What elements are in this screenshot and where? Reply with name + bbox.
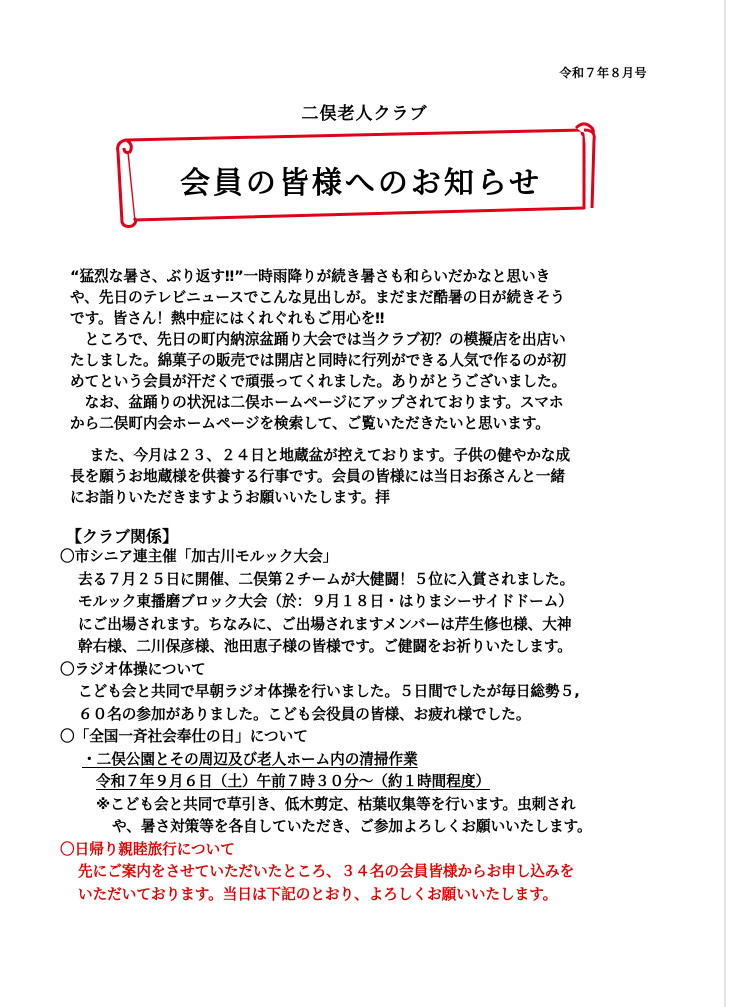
- intro-line: から二俣町内会ホームページを検索して、ご覧いただきたいと思います。: [70, 415, 550, 432]
- trip-line: 先にご案内をさせていただいたところ、３４名の会員皆様からお申し込みを: [78, 863, 575, 880]
- radio-line: ６０名の参加がありました。こども会役員の皆様、お疲れ様でした。: [78, 705, 531, 723]
- intro-line: なお、盆踊りの状況は二俣ホームページにアップされております。スマホ: [70, 394, 564, 411]
- club-section-heading: 【クラブ関係】: [66, 527, 179, 546]
- tournament-line: にご出場されます。ちなみに、ご出場されますメンバーは芹生修也様、大神: [78, 615, 572, 633]
- service-datetime: 令和７年９月６日（土）午前７時３０分～（約１時間程度）: [96, 773, 491, 790]
- club-section-body: [60, 546, 680, 906]
- tournament-title: 〇市シニア連主催「加古川モルック大会」: [60, 548, 338, 565]
- trip-line: いただいております。当日は下記のとおり、よろしくお願いいたします。: [78, 885, 558, 903]
- intro-line: たしました。綿菓子の販売では開店と同時に行列ができる人気で作るのが初: [70, 352, 567, 369]
- service-item: ・二俣公園とその周辺及び老人ホーム内の清掃作業: [82, 750, 418, 768]
- service-note: や、暑さ対策等を各自していただき、ご参加よろしくお願いいたします。: [112, 818, 592, 835]
- jizo-line: にお詣りいただきますようお願いいたします。拝: [70, 489, 390, 506]
- page-edge: [724, 0, 726, 1007]
- service-title: 〇「全国一斉社会奉仕の日」について: [60, 728, 308, 745]
- tournament-line: モルック東播磨ブロック大会（於：９月１８日・はりまシーサイドドーム）: [78, 593, 573, 610]
- intro-paragraph: [70, 266, 670, 434]
- radio-title: 〇ラジオ体操について: [60, 660, 206, 678]
- intro-line: や、先日のテレビニュースでこんな見出しが。まだまだ酷暑の日が続きそう: [70, 289, 565, 306]
- jizo-line: 長を願うお地蔵様を供養する行事です。会員の皆様には当日お孫さんと一緒: [70, 468, 566, 485]
- title-banner: [114, 122, 604, 230]
- issue-date: 令和７年８月号: [559, 66, 647, 80]
- intro-line: “猛烈な暑さ、ぶり返す‼”一時雨降りが続き暑さも和らいだかなと思いき: [70, 268, 551, 285]
- service-note: ※こども会と共同で草引き、低木剪定、枯葉収集等を行います。虫刺され: [96, 795, 576, 813]
- radio-line: こども会と共同で早朝ラジオ体操を行いました。５日間でしたが毎日総勢５,: [78, 683, 580, 700]
- tournament-line: 幹右様、二川保彦様、池田恵子様の皆様です。ご健闘をお祈りいたします。: [78, 638, 572, 655]
- club-name: 二俣老人クラブ: [301, 104, 428, 124]
- jizo-paragraph: [70, 445, 670, 508]
- trip-title: 〇日帰り親睦旅行について: [60, 840, 235, 858]
- tournament-line: 去る７月２５日に開催、二俣第２チームが大健闘！５位に入賞されました。: [78, 570, 575, 588]
- intro-line: です。皆さん！熱中症にはくれぐれもご用心を‼: [70, 310, 385, 327]
- jizo-line: また、今月は２３、２４日と地蔵盆が控えております。子供の健やかな成: [70, 447, 571, 464]
- intro-line: ところで、先日の町内納涼盆踊り大会では当クラブ初？の模擬店を出店い: [70, 331, 566, 348]
- notice-title: 会員の皆様へのお知らせ: [179, 166, 543, 201]
- intro-line: めてという会員が汗だくで頑張ってくれました。ありがとうございました。: [70, 373, 567, 390]
